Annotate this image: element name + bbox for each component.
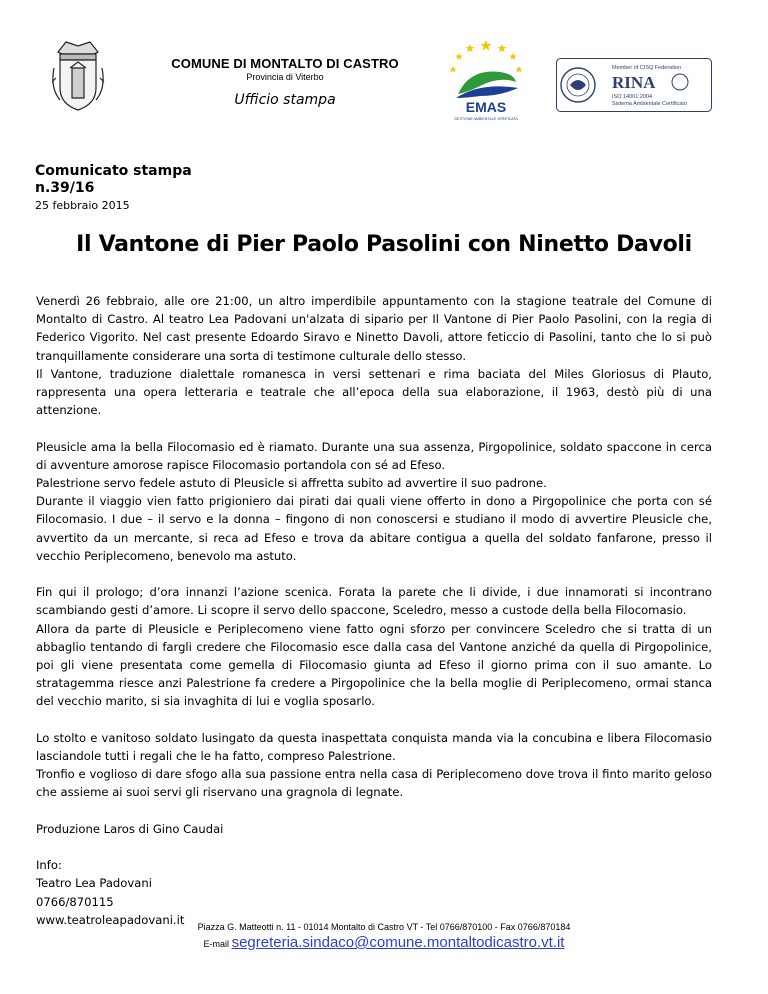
paragraph-line: Il Vantone, traduzione dialettale romanesca in versi settenari e rima baciata del Miles Gloriosus di Plauto, rappresenta una opera letteraria e teatrale che all’epoca della sua elaborazione, il 1963, destò più di una attenzione. — [36, 366, 712, 418]
paragraph-line: Palestrione servo fedele astuto di Pleusicle si affretta subito ad avvertire il suo padrone. — [36, 476, 547, 491]
info-phone: 0766/870115 — [36, 894, 114, 909]
paragraph-line: Allora da parte di Pleusicle e Periplecomeno viene fatto ogni sforzo per convincere Sceledro che si tratta di un abbaglio tentando di fargli credere che Filocomasio esce dalla casa del Vantone anziché da quella di Pirgopolinice, poi gli viene presentata come gemella di Filocomasio giunta ad Efeso il giorno prima con il suo amante. Lo stratagemma riesce anzi Palestrione fa credere a Pirgopolinice che la bella moglie di Periplecomeno, ormai stanca del vecchio marito, si sia invaghita di lui e voglia sposarlo. — [36, 621, 712, 709]
paragraph-line: Produzione Laros di Gino Caudai — [36, 821, 224, 836]
paragraph-info — [36, 856, 712, 929]
municipal-crest-logo — [50, 38, 106, 114]
rina-certification-logo — [556, 58, 712, 112]
paragraph-line: Pleusicle ama la bella Filocomasio ed è riamato. Durante una sua assenza, Pirgopolinice, soldato spaccone in cerca di avventure amorose rapisce Filocomasio portandola con sé ad Efeso. — [36, 439, 712, 472]
paragraph-line: Venerdì 26 febbraio, alle ore 21:00, un altro imperdibile appuntamento con la stagione teatrale del Comune di Montalto di Castro. Al teatro Lea Padovani un'alzata di sipario per Il Vantone di Pier Paolo Pasolini, con la regia di Federico Vigorito. Nel cast presente Edoardo Siravo e Ninetto Davoli, attore feticcio di Pasolini, tanto che lo si può tranquillamente considerare una sorta di testimone culturale dello stesso. — [36, 294, 712, 363]
paragraph-line: Tronfio e voglioso di dare sfogo alla sua passione entra nella casa di Periplecomeno dove trova il finto marito geloso che assieme ai suoi servi gli riservano una gragnola di legnate. — [36, 767, 712, 800]
paragraph-line: Fin qui il prologo; d’ora innanzi l’azione scenica. Forata la parete che li divide, i due innamorati si incontrano scambiando gesti d’amore. Li scopre il servo dello spaccone, Sceledro, messo a custode della bella Filocomasio. — [36, 585, 712, 618]
paragraph-plot-1 — [36, 438, 712, 565]
footer-email-label: E-mail — [203, 939, 230, 949]
release-label — [35, 163, 192, 197]
emas-logo-text: EMAS — [465, 99, 507, 115]
footer-address: Piazza G. Matteotti n. 11 - 01014 Montalto di Castro VT - Tel 0766/870100 - Fax 0766/870184 — [197, 922, 571, 932]
headline: Il Vantone di Pier Paolo Pasolini con Ninetto Davoli — [76, 232, 692, 257]
emas-subtitle: GESTIONE AMBIENTALE VERIFICATA — [454, 117, 518, 121]
paragraph-production — [36, 820, 712, 838]
footer-email-row — [0, 934, 768, 951]
release-label-line1: Comunicato stampa — [35, 163, 192, 179]
footer-email-link[interactable]: segreteria.sindaco@comune.montaltodicastro.vt.it — [231, 934, 565, 951]
organization-name: COMUNE DI MONTALTO DI CASTRO — [171, 56, 399, 71]
info-venue: Teatro Lea Padovani — [36, 876, 152, 891]
release-date: 25 febbraio 2015 — [35, 199, 130, 212]
info-label: Info: — [36, 858, 62, 873]
organization-block — [150, 56, 420, 108]
paragraph-plot-3 — [36, 729, 712, 802]
release-number: n.39/16 — [35, 180, 95, 196]
rina-subtitle: Sistema Ambientale Certificato — [612, 101, 687, 107]
province-name: Provincia di Viterbo — [246, 72, 324, 82]
rina-iso-label: ISO 14001:2004 — [612, 94, 653, 100]
rina-name: RINA — [612, 73, 656, 92]
rina-cisq-label: Member of CISQ Federation — [612, 65, 682, 71]
paragraph-line: Durante il viaggio vien fatto prigioniero dai pirati dai quali viene offerto in dono a Pirgopolinice che porta con sé Filocomasio. I due – il servo e la donna – fingono di non conoscersi e studiano il modo di avvertire Pleusicle che, avvertito da un mercante, si reca ad Efeso e trova da abitare contigua a quella del soldato fanfarone, presso il vecchio Periplecomeno, benevolo ma astuto. — [36, 494, 712, 563]
article-body — [36, 292, 712, 947]
paragraph-line: Lo stolto e vanitoso soldato lusingato da questa inaspettata conquista manda via la concubina e libera Filocomasio lasciandole tutti i regali che le ha fatto, compreso Palestrione. — [36, 730, 712, 764]
info-website: www.teatroleapadovani.it — [36, 912, 185, 927]
paragraph-plot-2 — [36, 583, 712, 710]
footer — [0, 922, 768, 951]
emas-logo — [440, 38, 532, 128]
office-name: Ufficio stampa — [234, 92, 336, 108]
paragraph-intro — [36, 292, 712, 419]
